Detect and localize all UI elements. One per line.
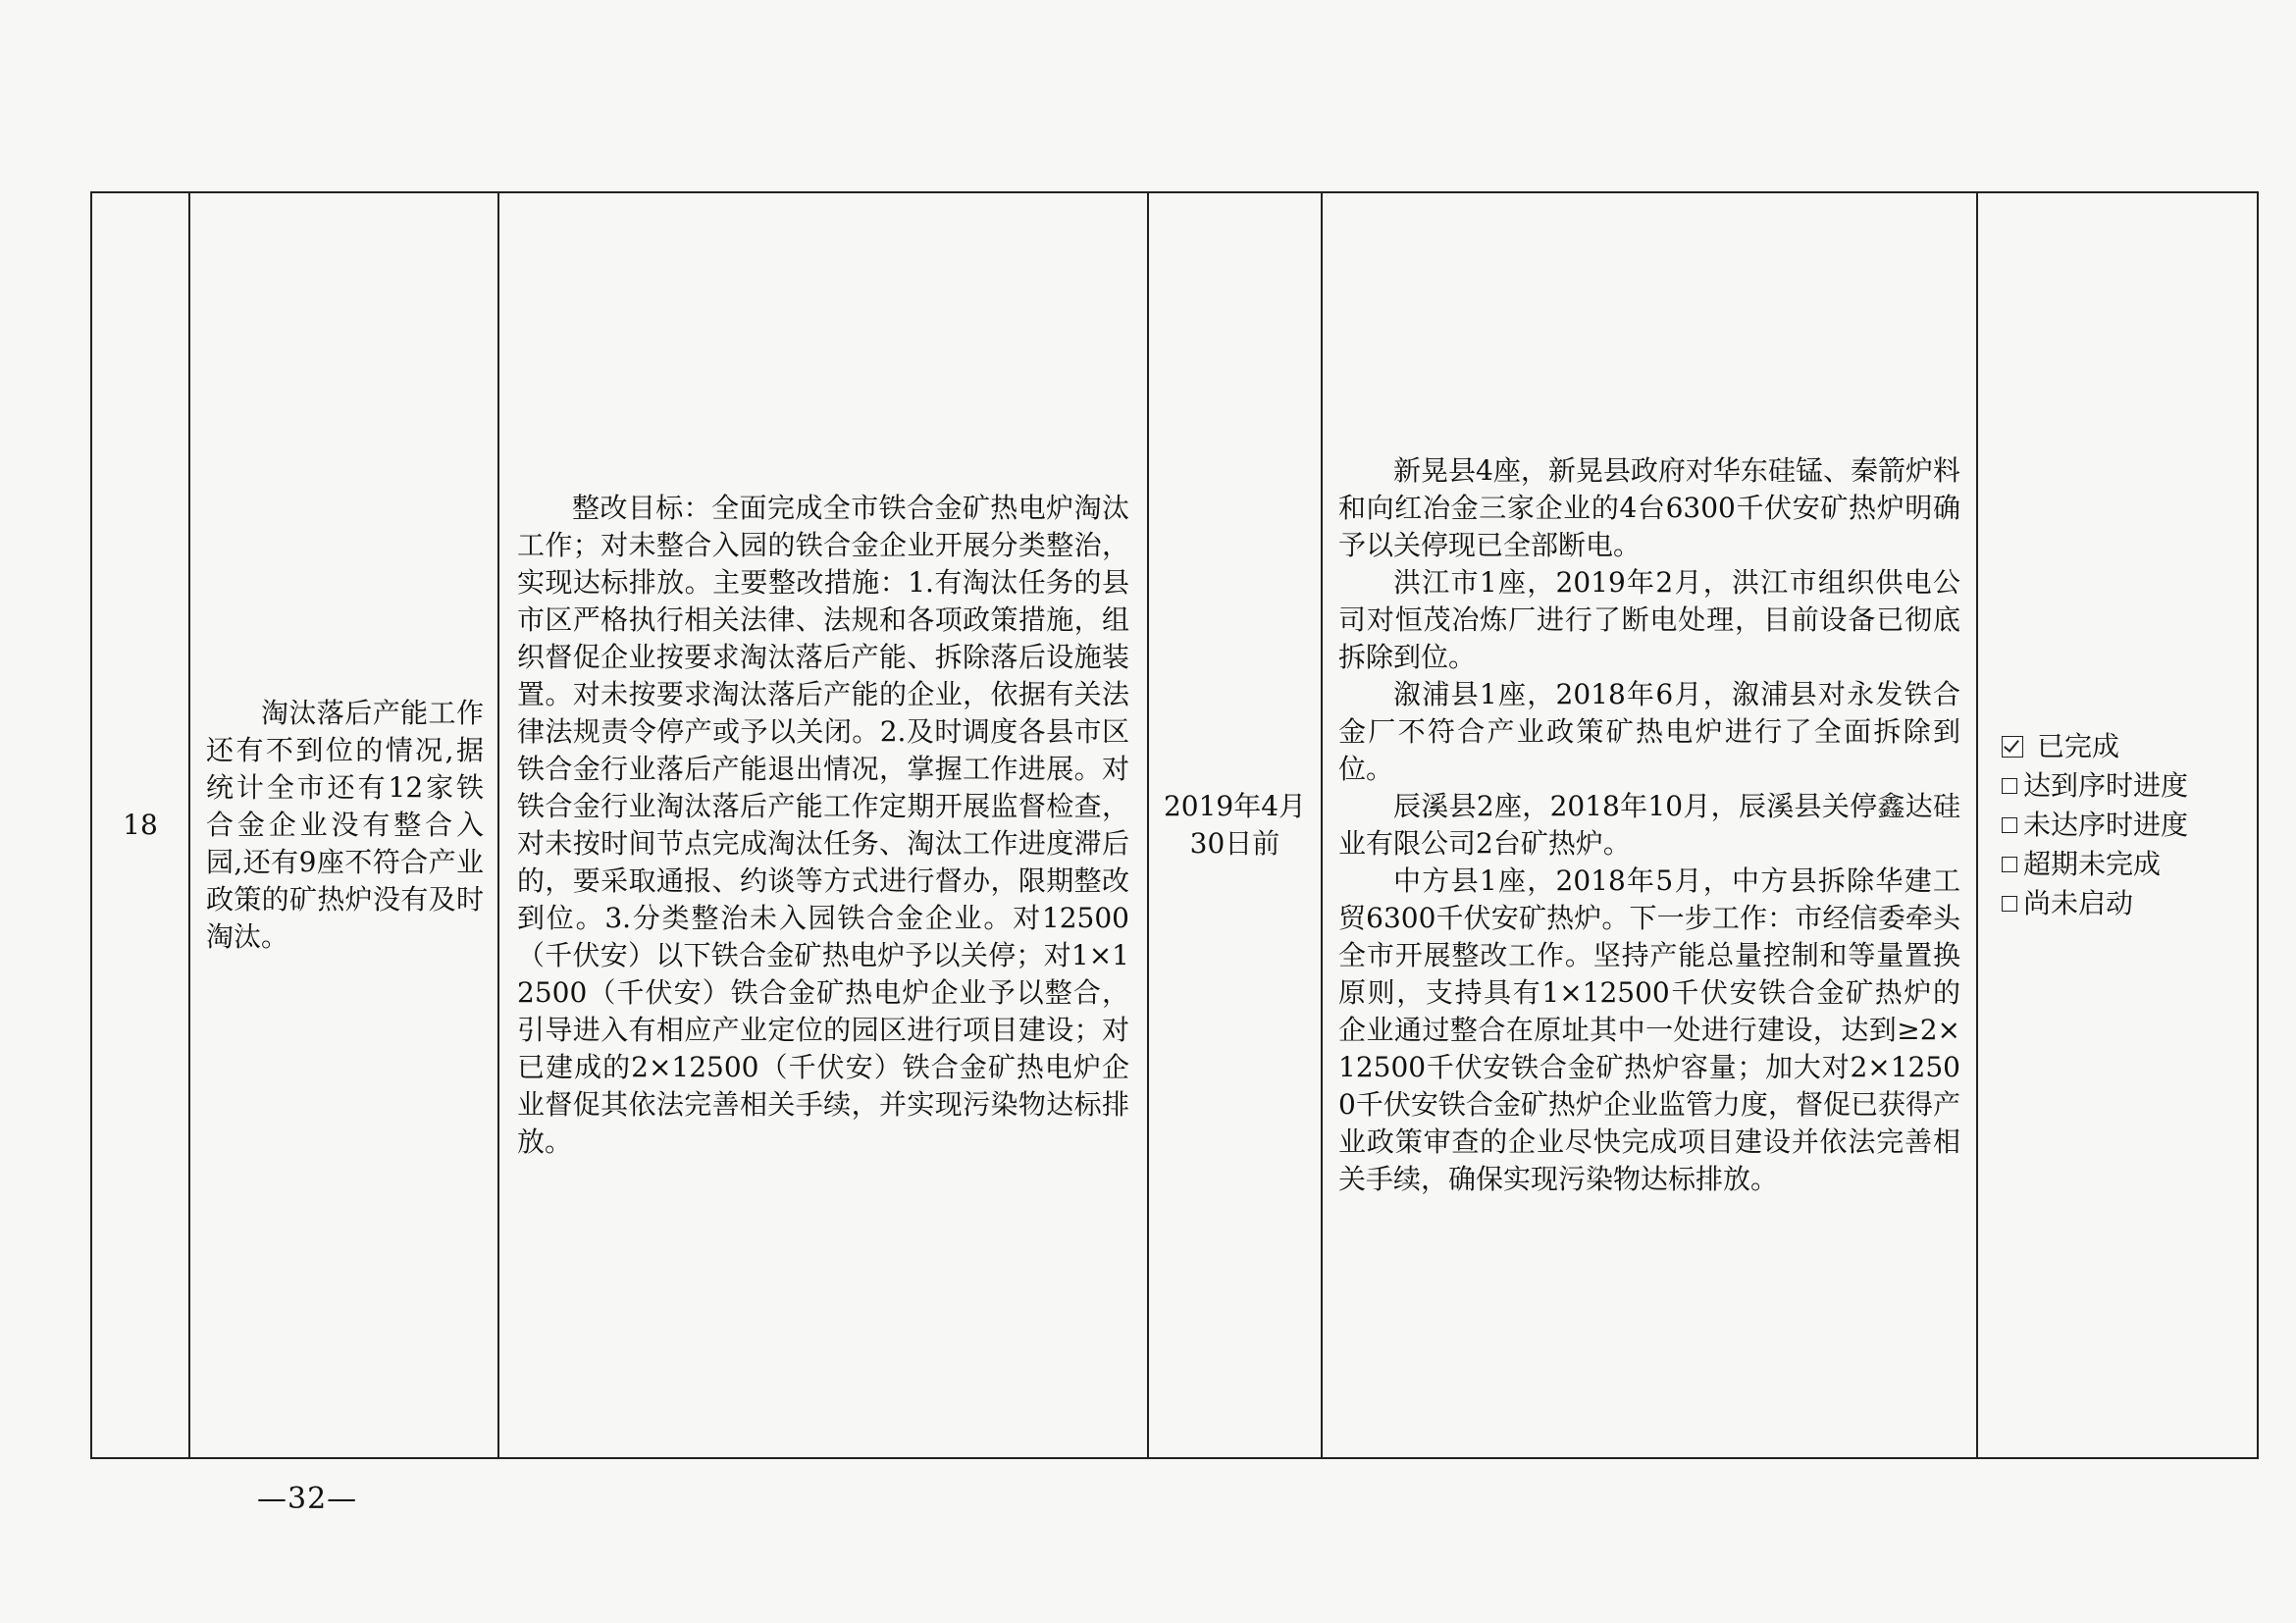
- status-cell: [1977, 192, 2258, 1458]
- rectification-table: [90, 191, 2259, 1459]
- row-number-cell: [91, 192, 189, 1458]
- measures-cell: [498, 192, 1148, 1458]
- progress-text: [1323, 452, 1976, 1198]
- issue-text: 淘汰落后产能工作还有不到位的情况,据统计全市还有12家铁合金企业没有整合入园,还有9座不符合产业政策的矿热炉没有及时淘汰。: [206, 697, 484, 953]
- deadline-text: 2019年4月30日前: [1163, 790, 1307, 860]
- progress-cell: [1322, 192, 1977, 1458]
- status-option-overdue[interactable]: [2002, 845, 2257, 884]
- status-option-label: 已完成: [2037, 730, 2120, 762]
- status-option-label: 尚未启动: [2023, 887, 2134, 919]
- progress-paragraph: 新晃县4座，新晃县政府对华东硅锰、秦箭炉料和向红冶金三家企业的4台6300千伏安矿热炉明确予以关停现已全部断电。: [1338, 454, 1960, 561]
- measures-text: 整改目标：全面完成全市铁合金矿热电炉淘汰工作；对未整合入园的铁合金企业开展分类整治，实现达标排放。主要整改措施：1.有淘汰任务的县市区严格执行相关法律、法规和各项政策措施，组织督促企业按要求淘汰落后产能、拆除落后设施装置。对未按要求淘汰落后产能的企业，依据有关法律法规责令停产或予以关闭。2.及时调度各县市区铁合金行业落后产能退出情况，掌握工作进展。对铁合金行业淘汰落后产能工作定期开展监督检查，对未按时间节点完成淘汰任务、淘汰工作进度滞后的，要采取通报、约谈等方式进行督办，限期整改到位。3.分类整治未入园铁合金企业。对12500（千伏安）以下铁合金矿热电炉予以关停；对1×12500（千伏安）铁合金矿热电炉企业予以整合，引导进入有相应产业定位的园区进行项目建设；对已建成的2×12500（千伏安）铁合金矿热电炉企业督促其依法完善相关手续，并实现污染物达标排放。: [517, 492, 1129, 1158]
- status-options: [1978, 727, 2257, 923]
- status-option-on-schedule[interactable]: [2002, 766, 2257, 806]
- checkbox-icon[interactable]: [2002, 896, 2017, 912]
- progress-paragraph: 洪江市1座，2019年2月，洪江市组织供电公司对恒茂冶炼厂进行了断电处理，目前设备已彻底拆除到位。: [1338, 566, 1960, 673]
- issue-cell: [189, 192, 498, 1458]
- checked-box-icon[interactable]: [2002, 736, 2023, 758]
- status-option-label: 未达序时进度: [2023, 809, 2189, 841]
- table-row: [91, 192, 2258, 1458]
- status-option-not-started[interactable]: [2002, 884, 2257, 923]
- progress-paragraph: 溆浦县1座，2018年6月，溆浦县对永发铁合金厂不符合产业政策矿热电炉进行了全面拆除到位。: [1338, 678, 1960, 785]
- status-option-label: 超期未完成: [2023, 848, 2162, 880]
- page-number: —32—: [257, 1482, 358, 1516]
- checkbox-icon[interactable]: [2002, 857, 2017, 872]
- checkbox-icon[interactable]: [2002, 778, 2017, 794]
- progress-paragraph: 中方县1座，2018年5月，中方县拆除华建工贸6300千伏安矿热炉。下一步工作：市经信委牵头全市开展整改工作。坚持产能总量控制和等量置换原则，支持具有1×12500千伏安铁合金矿热炉的企业通过整合在原址其中一处进行建设，达到≥2×12500千伏安铁合金矿热炉容量；加大对2×12500千伏安铁合金矿热炉企业监管力度，督促已获得产业政策审查的企业尽快完成项目建设并依法完善相关手续，确保实现污染物达标排放。: [1338, 864, 1960, 1195]
- status-option-completed[interactable]: [2002, 727, 2257, 766]
- progress-paragraph: 辰溪县2座，2018年10月，辰溪县关停鑫达硅业有限公司2台矿热炉。: [1338, 790, 1960, 860]
- status-option-label: 达到序时进度: [2023, 769, 2189, 802]
- status-option-behind-schedule[interactable]: [2002, 806, 2257, 845]
- row-number: 18: [123, 809, 158, 841]
- deadline-cell: [1148, 192, 1322, 1458]
- checkbox-icon[interactable]: [2002, 817, 2017, 833]
